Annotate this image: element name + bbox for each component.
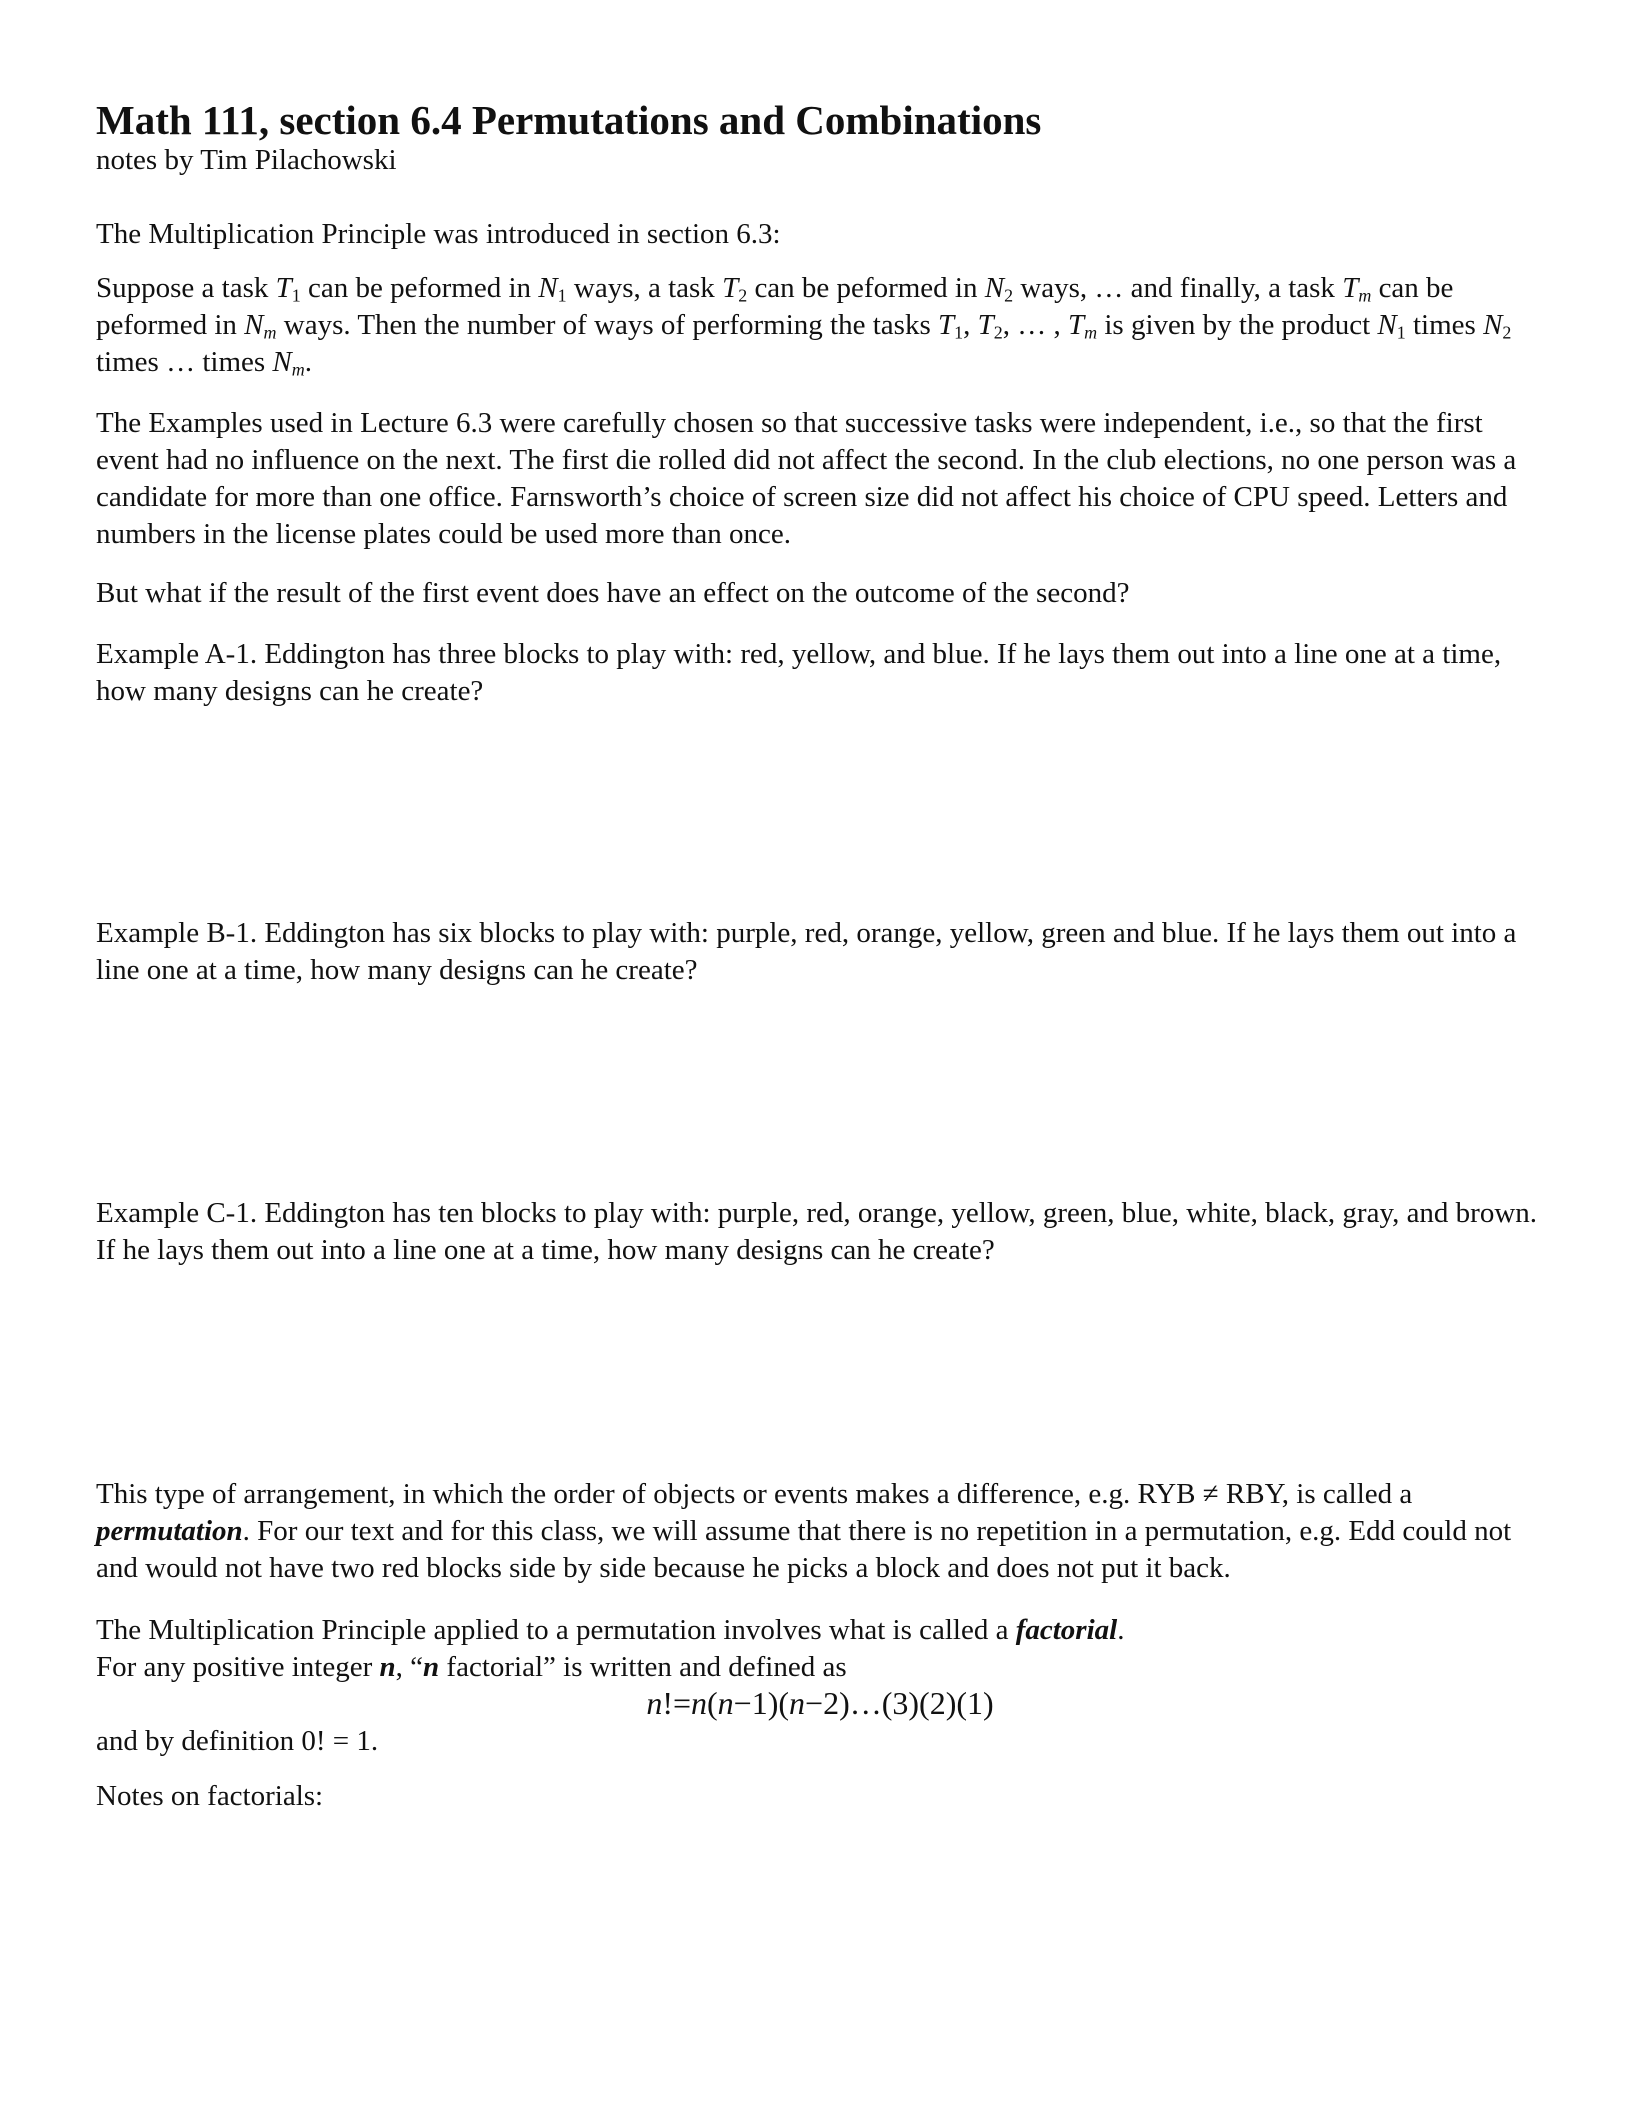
factorial-term: factorial: [1015, 1614, 1118, 1646]
page-title: Math 111, section 6.4 Permutations and Combinations: [96, 97, 1042, 143]
permutation-term: permutation: [96, 1515, 243, 1547]
author-line: notes by Tim Pilachowski: [96, 144, 397, 177]
zero-factorial-definition: and by definition 0! = 1.: [96, 1725, 379, 1757]
factorial-notes-heading: Notes on factorials:: [96, 1780, 324, 1812]
permutation-paragraph: This type of arrangement, in which the order of objects or events makes a difference, e.g. RYB ≠ RBY, is called a permutation. For our text and for this class, we will assume that there is no repetition in a permutation, e.g. Edd could not and would not have two red blocks side by side because he picks a block and does not put it back.: [96, 1478, 1512, 1584]
example-b1: Example B-1. Eddington has six blocks to play with: purple, red, orange, yellow, green and blue. If he lays them out into a line one at a time, how many designs can he create?: [96, 917, 1517, 986]
factorial-formula: n!=n(n−1)(n−2)…(3)(2)(1): [646, 1685, 994, 1721]
independence-paragraph: The Examples used in Lecture 6.3 were carefully chosen so that successive tasks were independent, i.e., so that the first event had no influence on the next. The first die rolled did not affect the second. In the club elections, no one person was a candidate for more than one office. Farnsworth’s choice of screen size did not affect his choice of CPU speed. Letters and numbers in the license plates could be used more than once.: [96, 407, 1517, 550]
multiplication-principle-statement: Suppose a task $T_1$ can be peformed in $N_1$ ways, a task $T_2$ can be peformed in $N_2$ ways, … and finally, a task $T_m$ can be peformed in $N_m$ ways. Then the number of ways of performing the tasks $T_1$, $T_2$, … , $T_m$ is given by the product $N_1$ times $N_2$ times … times $N_m$.: [96, 272, 1512, 380]
document-header: [96, 98, 1546, 178]
example-a1: Example A-1. Eddington has three blocks to play with: red, yellow, and blue. If he lays them out into a line one at a time, how many designs can he create?: [96, 638, 1502, 707]
intro-lead: The Multiplication Principle was introduced in section 6.3:: [96, 218, 781, 250]
dependence-question: But what if the result of the first event does have an effect on the outcome of the second?: [96, 577, 1130, 609]
factorial-intro: The Multiplication Principle applied to a permutation involves what is called a factorial. For any positive integer n, “n factorial” is written and defined as: [96, 1614, 1125, 1683]
example-c1: Example C-1. Eddington has ten blocks to play with: purple, red, orange, yellow, green, blue, white, black, gray, and brown. If he lays them out into a line one at a time, how many designs can he create?: [96, 1197, 1538, 1266]
